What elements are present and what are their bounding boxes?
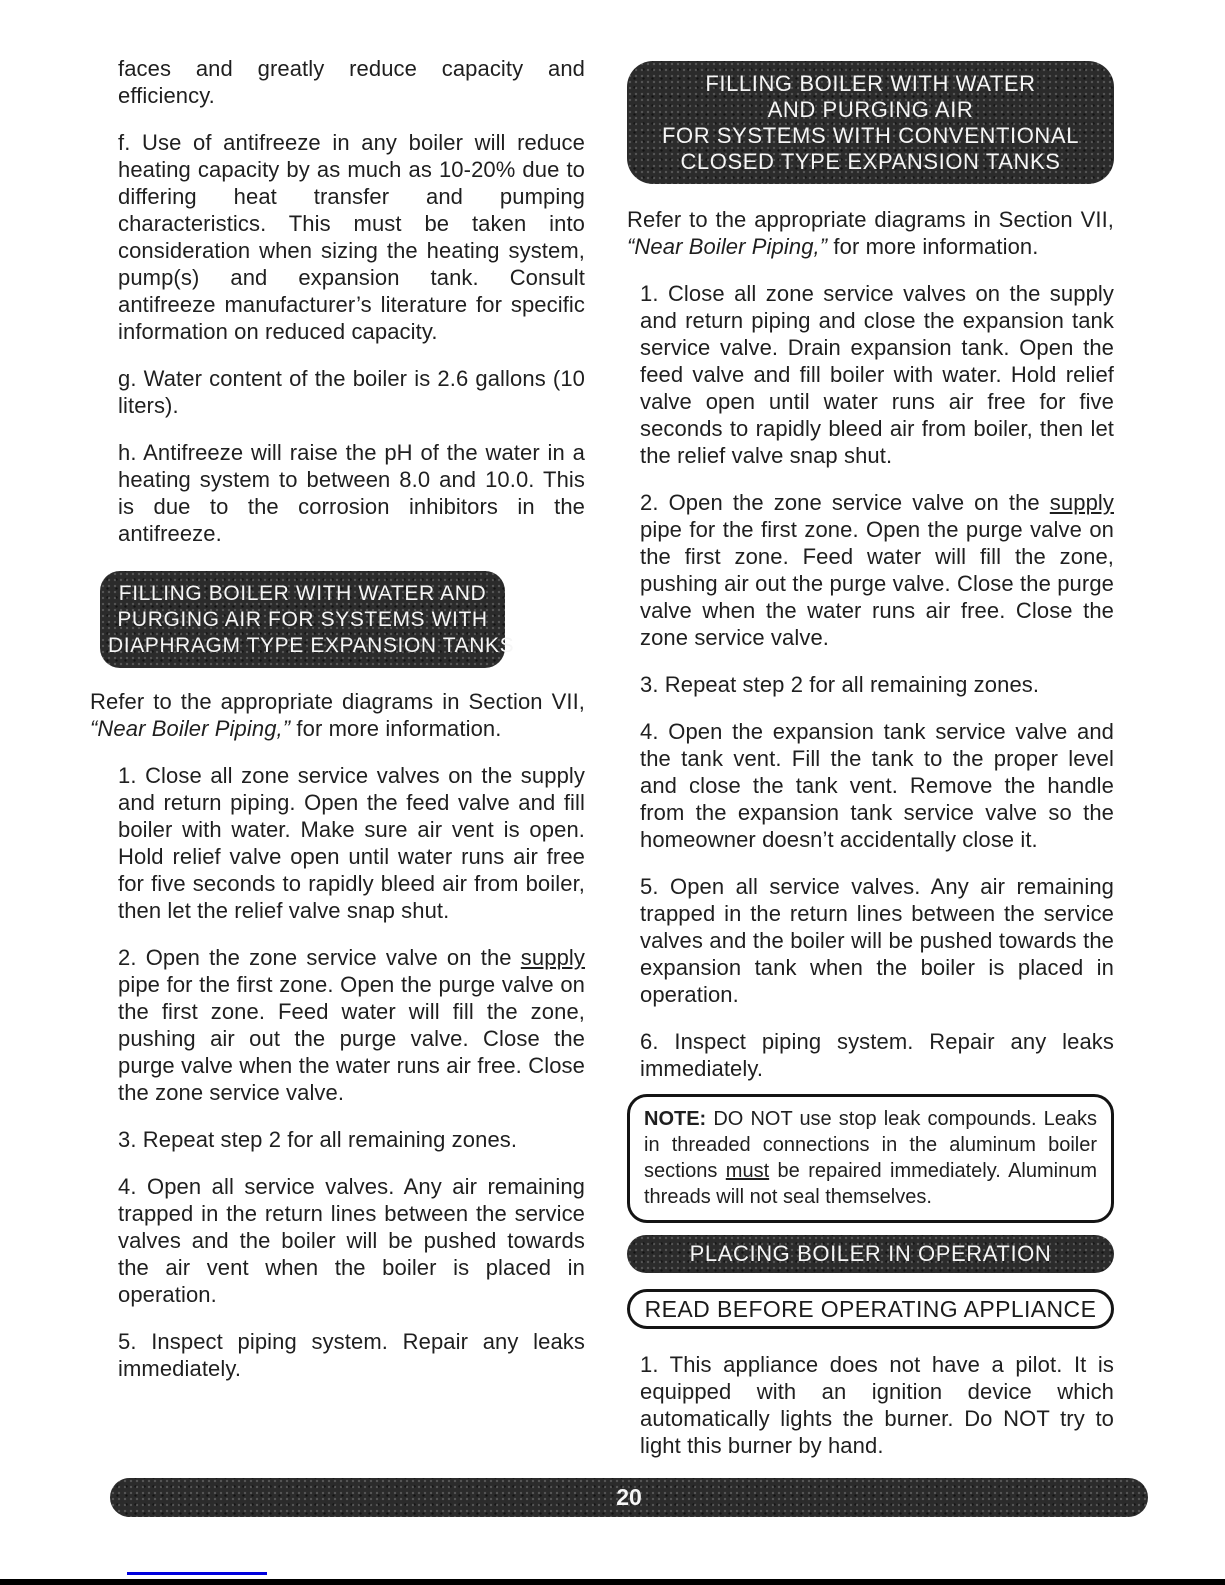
- appliance-step-1: 1. This appliance does not have a pilot. It is equipped with an ignition device which automatically lights the burner. Do NOT try to light this burner by hand.: [640, 1352, 1114, 1458]
- refer-text: Refer to the appropriate diagrams in Section VII,: [90, 689, 585, 714]
- paragraph-intro: faces and greatly reduce capacity and efficiency.: [118, 56, 585, 108]
- page-number: 20: [616, 1484, 642, 1510]
- refer-italic-title: “Near Boiler Piping,”: [90, 716, 291, 741]
- step-text: 2. Open the zone service valve on the: [640, 490, 1050, 515]
- link-underline: [127, 1572, 267, 1575]
- banner-line: FILLING BOILER WITH WATER AND: [118, 582, 487, 605]
- note-text: [644, 1106, 1097, 1210]
- paragraph-h-ph: h. Antifreeze will raise the pH of the water in a heating system to between 8.0 and 10.0. This is due to the corrosion inhibitors in the antifreeze.: [118, 440, 585, 546]
- page-number-bar: [110, 1478, 1148, 1517]
- underlined-supply: supply: [1049, 490, 1114, 515]
- banner-line: DIAPHRAGM TYPE EXPANSION TANKS: [108, 634, 515, 657]
- underlined-must: must: [725, 1160, 770, 1182]
- refer-paragraph-left: [90, 688, 585, 742]
- refer-italic-title: “Near Boiler Piping,”: [627, 234, 828, 259]
- banner-line: PURGING AIR FOR SYSTEMS WITH: [117, 608, 488, 631]
- paragraph-f-antifreeze: f. Use of antifreeze in any boiler will reduce heating capacity by as much as 10-20% due to differing heat transfer and pumping characteristics. This must be taken into consideration when sizing the heating system, pump(s) and expansion tank. Consult antifreeze manufacturer’s literature for specific information on reduced capacity.: [118, 130, 585, 344]
- step-5-right: 5. Open all service valves. Any air remaining trapped in the return lines between the service valves and the boiler will be pushed towards the expansion tank when the boiler is placed in operation.: [640, 874, 1114, 1007]
- banner-line: FILLING BOILER WITH WATER: [705, 71, 1036, 96]
- banner-line: CLOSED TYPE EXPANSION TANKS: [680, 149, 1061, 174]
- banner-line: FOR SYSTEMS WITH CONVENTIONAL: [661, 123, 1080, 148]
- note-body: be repaired immediately. Aluminum threads will not seal themselves.: [644, 1160, 1098, 1208]
- step-1-left: 1. Close all zone service valves on the supply and return piping. Open the feed valve and fill boiler with water. Make sure air vent is open. Hold relief valve open until water runs air free for five seconds to rapidly bleed air from boiler, then let the relief valve snap shut.: [118, 763, 585, 923]
- refer-text: for more information.: [290, 716, 502, 741]
- banner-line: AND PURGING AIR: [767, 97, 974, 122]
- section-banner-diaphragm-tanks: [100, 571, 515, 668]
- step-2-right: [627, 489, 1114, 651]
- step-text: 2. Open the zone service valve on the: [118, 945, 521, 970]
- step-3-left: 3. Repeat step 2 for all remaining zones.: [118, 1127, 518, 1152]
- step-4-left: 4. Open all service valves. Any air remaining trapped in the return lines between the service valves and the boiler will be pushed towards the air vent when the boiler is placed in operation.: [118, 1174, 585, 1307]
- read-before-operating-banner: READ BEFORE OPERATING APPLIANCE: [627, 1289, 1114, 1329]
- left-column: [90, 55, 585, 1459]
- step-5-left: 5. Inspect piping system. Repair any leaks immediately.: [118, 1329, 585, 1381]
- refer-text: for more information.: [827, 234, 1039, 259]
- step-1-right: 1. Close all zone service valves on the supply and return piping and close the expansion tank service valve. Drain expansion tank. Open the feed valve and fill boiler with water. Hold relief valve open until water runs air free for five seconds to rapidly bleed air from boiler, then let the relief valve snap shut.: [640, 281, 1114, 468]
- footer-rule: [0, 1579, 1225, 1585]
- section-banner-conventional-tanks: [627, 61, 1114, 184]
- note-box: [627, 1094, 1114, 1223]
- refer-paragraph-right: [627, 206, 1114, 260]
- note-body: DO NOT use stop leak compounds. Leaks in threaded connections in the aluminum boiler sections: [644, 1108, 1097, 1182]
- step-6-right: 6. Inspect piping system. Repair any leaks immediately.: [640, 1029, 1114, 1081]
- step-3-right: 3. Repeat step 2 for all remaining zones.: [640, 672, 1040, 697]
- refer-text: Refer to the appropriate diagrams in Section VII,: [627, 207, 1114, 232]
- step-4-right: 4. Open the expansion tank service valve and the tank vent. Fill the tank to the proper level and close the tank vent. Remove the handle from the expansion tank service valve so the homeowner doesn’t accidentally close it.: [640, 719, 1114, 852]
- right-column: [627, 55, 1114, 1459]
- section-banner-placing-boiler: PLACING BOILER IN OPERATION: [627, 1235, 1114, 1273]
- step-2-left: [90, 944, 585, 1106]
- paragraph-g-water-content: g. Water content of the boiler is 2.6 gallons (10 liters).: [118, 366, 585, 418]
- step-text: pipe for the first zone. Open the purge valve on the first zone. Feed water will fill the zone, pushing air out the purge valve. Close the purge valve when the water runs air free. Close the zone service valve.: [118, 972, 585, 1105]
- underlined-supply: supply: [520, 945, 585, 970]
- step-text: pipe for the first zone. Open the purge valve on the first zone. Feed water will fill the zone, pushing air out the purge valve. Close the purge valve when the water runs air free. Close the zone service valve.: [640, 517, 1114, 650]
- note-label: NOTE:: [644, 1108, 707, 1130]
